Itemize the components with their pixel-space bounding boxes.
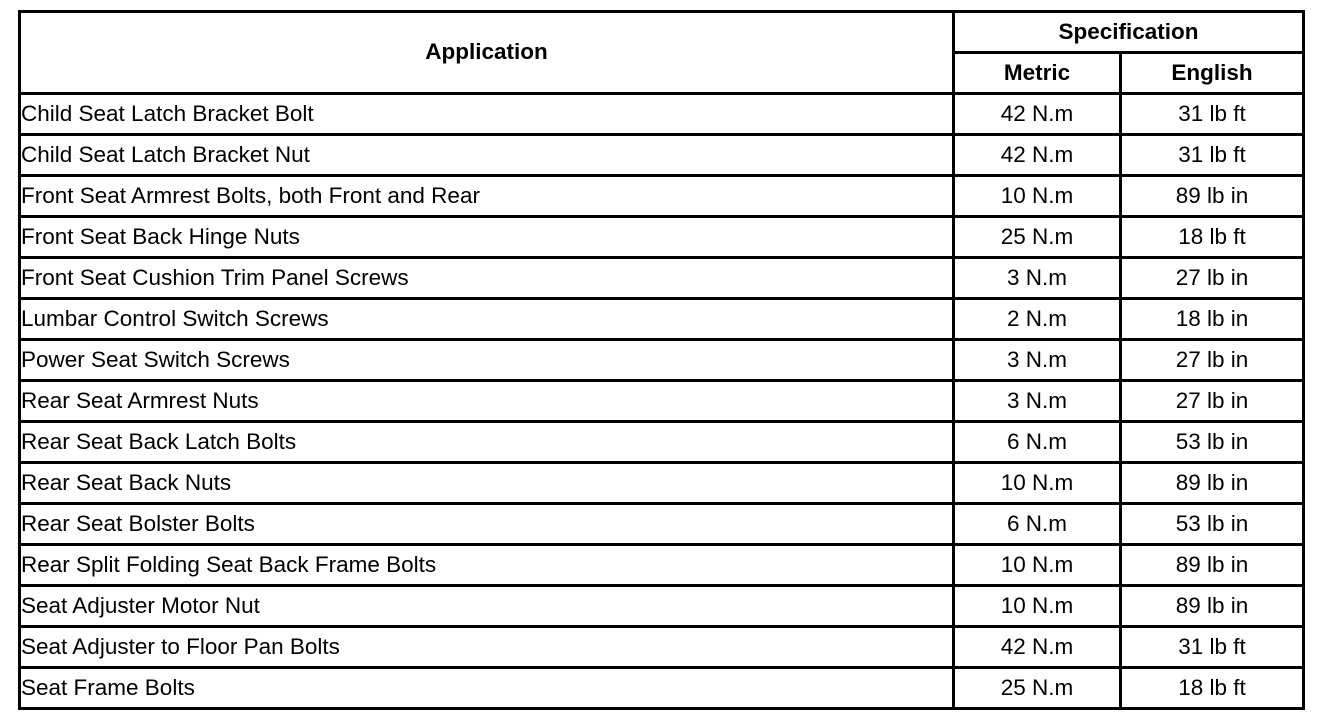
application-cell: Rear Seat Armrest Nuts	[20, 381, 954, 422]
table-row	[20, 258, 1304, 299]
table-row	[20, 627, 1304, 668]
table-row	[20, 504, 1304, 545]
english-value-cell: 31 lb ft	[1121, 94, 1304, 135]
table-row	[20, 545, 1304, 586]
table-row	[20, 381, 1304, 422]
table-row	[20, 217, 1304, 258]
table-row	[20, 299, 1304, 340]
application-cell: Seat Adjuster Motor Nut	[20, 586, 954, 627]
application-cell: Rear Split Folding Seat Back Frame Bolts	[20, 545, 954, 586]
metric-value-cell: 25 N.m	[954, 217, 1121, 258]
metric-value-cell: 42 N.m	[954, 94, 1121, 135]
metric-value-cell: 6 N.m	[954, 422, 1121, 463]
english-value-cell: 27 lb in	[1121, 340, 1304, 381]
english-value-cell: 89 lb in	[1121, 545, 1304, 586]
english-value-cell: 89 lb in	[1121, 463, 1304, 504]
application-cell: Child Seat Latch Bracket Bolt	[20, 94, 954, 135]
metric-value-cell: 6 N.m	[954, 504, 1121, 545]
english-value-cell: 27 lb in	[1121, 258, 1304, 299]
english-value-cell: 53 lb in	[1121, 504, 1304, 545]
spec-table-container	[18, 10, 1305, 710]
metric-value-cell: 10 N.m	[954, 545, 1121, 586]
metric-value-cell: 42 N.m	[954, 135, 1121, 176]
application-cell: Seat Frame Bolts	[20, 668, 954, 709]
application-cell: Rear Seat Back Latch Bolts	[20, 422, 954, 463]
application-cell: Lumbar Control Switch Screws	[20, 299, 954, 340]
application-cell: Child Seat Latch Bracket Nut	[20, 135, 954, 176]
english-value-cell: 31 lb ft	[1121, 627, 1304, 668]
metric-value-cell: 3 N.m	[954, 340, 1121, 381]
table-row	[20, 176, 1304, 217]
english-value-cell: 18 lb ft	[1121, 668, 1304, 709]
application-cell: Front Seat Back Hinge Nuts	[20, 217, 954, 258]
table-row	[20, 94, 1304, 135]
metric-value-cell: 10 N.m	[954, 176, 1121, 217]
table-row	[20, 668, 1304, 709]
application-cell: Rear Seat Bolster Bolts	[20, 504, 954, 545]
application-cell: Seat Adjuster to Floor Pan Bolts	[20, 627, 954, 668]
application-cell: Front Seat Armrest Bolts, both Front and Rear	[20, 176, 954, 217]
application-column-header: Application	[20, 12, 954, 94]
table-row	[20, 586, 1304, 627]
english-value-cell: 31 lb ft	[1121, 135, 1304, 176]
metric-value-cell: 25 N.m	[954, 668, 1121, 709]
metric-value-cell: 10 N.m	[954, 463, 1121, 504]
metric-value-cell: 10 N.m	[954, 586, 1121, 627]
english-value-cell: 27 lb in	[1121, 381, 1304, 422]
table-row	[20, 463, 1304, 504]
english-value-cell: 18 lb in	[1121, 299, 1304, 340]
metric-column-header: Metric	[954, 53, 1121, 94]
fastener-specification-table	[18, 10, 1305, 710]
application-cell: Rear Seat Back Nuts	[20, 463, 954, 504]
specification-column-header: Specification	[954, 12, 1304, 53]
table-body	[20, 94, 1304, 709]
application-cell: Front Seat Cushion Trim Panel Screws	[20, 258, 954, 299]
english-column-header: English	[1121, 53, 1304, 94]
english-value-cell: 89 lb in	[1121, 176, 1304, 217]
english-value-cell: 53 lb in	[1121, 422, 1304, 463]
application-cell: Power Seat Switch Screws	[20, 340, 954, 381]
english-value-cell: 18 lb ft	[1121, 217, 1304, 258]
metric-value-cell: 3 N.m	[954, 258, 1121, 299]
metric-value-cell: 3 N.m	[954, 381, 1121, 422]
english-value-cell: 89 lb in	[1121, 586, 1304, 627]
table-row	[20, 135, 1304, 176]
metric-value-cell: 42 N.m	[954, 627, 1121, 668]
table-row	[20, 422, 1304, 463]
metric-value-cell: 2 N.m	[954, 299, 1121, 340]
table-row	[20, 340, 1304, 381]
